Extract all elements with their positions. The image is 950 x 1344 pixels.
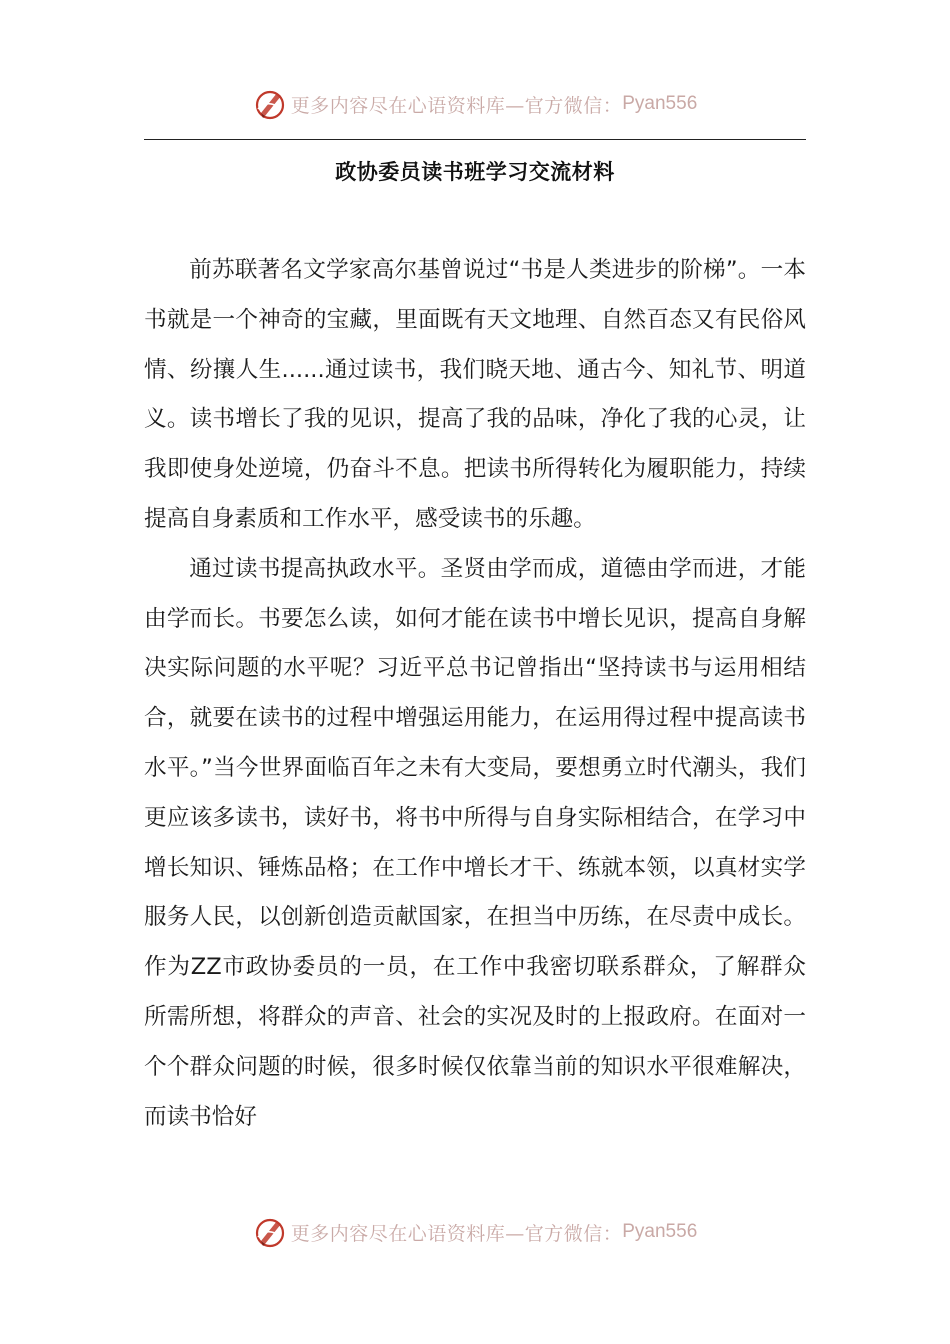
document-title: 政协委员读书班学习交流材料 bbox=[335, 160, 615, 184]
document-body bbox=[144, 246, 806, 1142]
paragraph-2: 通过读书提高执政水平。圣贤由学而成，道德由学而进，才能由学而长。书要怎么读，如何才能在读书中增长见识，提高自身解决实际问题的水平呢？习近平总书记曾指出“坚持读书与运用相结合，就要在读书的过程中增强运用能力，在运用得过程中提高读书水平。”当今世界面临百年之未有大变局，要想勇立时代潮头，我们更应该多读书，读好书，将书中所得与自身实际相结合，在学习中增长知识、锤炼品格；在工作中增长才干、练就本领，以真材实学服务人民，以创新创造贡献国家，在担当中历练，在尽责中成长。作为ZZ市政协委员的一员，在工作中我密切联系群众，了解群众所需所想，将群众的声音、社会的实况及时的上报政府。在面对一个个群众问题的时候，很多时候仅依靠当前的知识水平很难解决，而读书恰好 bbox=[144, 555, 806, 1130]
footer-banner-wechat-id: Pyan556 bbox=[622, 1221, 698, 1242]
pen-logo-icon bbox=[253, 87, 287, 121]
header-divider bbox=[144, 139, 806, 140]
footer-banner bbox=[0, 1212, 950, 1252]
pen-logo-icon bbox=[253, 1215, 287, 1249]
header-banner-wechat-id: Pyan556 bbox=[622, 93, 698, 114]
paragraph-1: 前苏联著名文学家高尔基曾说过“书是人类进步的阶梯”。一本书就是一个神奇的宝藏，里面既有天文地理、自然百态又有民俗风情、纷攘人生......通过读书，我们晓天地、通古今、知礼节、明道义。读书增长了我的见识，提高了我的品味，净化了我的心灵，让我即使身处逆境，仍奋斗不息。把读书所得转化为履职能力，持续提高自身素质和工作水平，感受读书的乐趣。 bbox=[144, 257, 806, 532]
header-banner bbox=[0, 84, 950, 124]
footer-banner-text: 更多内容尽在心语资料库—官方微信： bbox=[290, 1222, 623, 1245]
header-banner-text: 更多内容尽在心语资料库—官方微信： bbox=[290, 94, 623, 117]
